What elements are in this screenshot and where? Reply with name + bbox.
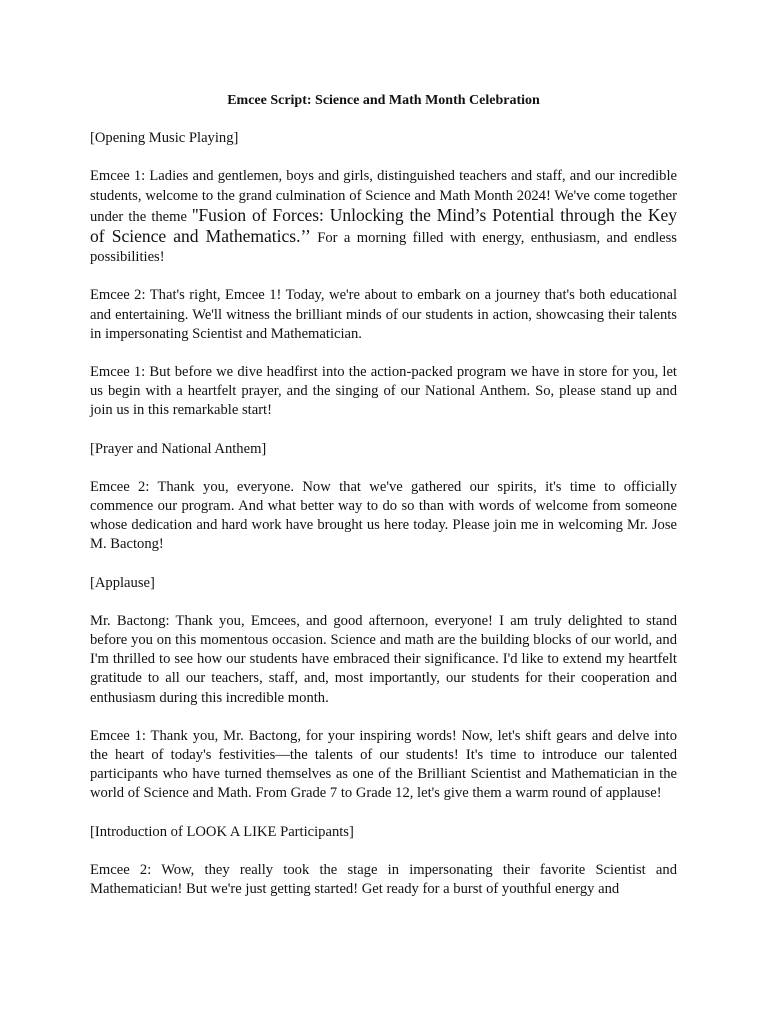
paragraph-emcee2-welcome-speaker: Emcee 2: Thank you, everyone. Now that we've gathered our spirits, it's time to officially commence our program. And what better way to do so than with words of welcome from someone whose dedication and hard work have brought us here today. Please join me in welcoming Mr. Jose M. Bactong! bbox=[90, 478, 677, 553]
document-title: Emcee Script: Science and Math Month Celebration bbox=[227, 93, 540, 108]
stage-cue-applause: [Applause] bbox=[90, 574, 155, 591]
paragraph-emcee1-prayer: Emcee 1: But before we dive headfirst into the action-packed program we have in store for you, let us begin with a heartfelt prayer, and the singing of our National Anthem. So, please stand up and join us in this remarkable start! bbox=[90, 364, 677, 419]
paragraph-text: Emcee 1: Ladies and gentlemen, boys and girls, distinguished teachers and staff, and our incredible students, welcome to the grand culmination of Science and Math Month 2024! We've come together under the theme bbox=[90, 168, 677, 225]
paragraph-text: For a morning filled with energy, enthusiasm, and endless possibilities! bbox=[90, 230, 677, 266]
paragraph-emcee2-wow: Emcee 2: Wow, they really took the stage in impersonating their favorite Scientist and Mathematician! But we're just getting started! Get ready for a burst of youthful energy and bbox=[90, 861, 677, 898]
paragraph-emcee1-welcome bbox=[90, 167, 677, 267]
stage-cue-look-a-like: [Introduction of LOOK A LIKE Participants] bbox=[90, 823, 354, 840]
theme-text: ''Fusion of Forces: Unlocking the Mind’s Potential through the Key of Science and Mathematics.’’ bbox=[90, 204, 677, 247]
paragraph-emcee1-participants: Emcee 1: Thank you, Mr. Bactong, for your inspiring words! Now, let's shift gears and delve into the heart of today's festivities—the talents of our students! It's time to introduce our talented participants who have turned themselves as one of the Brilliant Scientist and Mathematician in the world of Science and Math. From Grade 7 to Grade 12, let's give them a warm round of applause! bbox=[90, 727, 677, 802]
document-page bbox=[90, 91, 677, 918]
paragraph-emcee2-journey: Emcee 2: That's right, Emcee 1! Today, we're about to embark on a journey that's both educational and entertaining. We'll witness the brilliant minds of our students in action, showcasing their talents in impersonating Scientist and Mathematician. bbox=[90, 287, 677, 342]
stage-cue-opening-music: [Opening Music Playing] bbox=[90, 130, 239, 147]
stage-cue-prayer-anthem: [Prayer and National Anthem] bbox=[90, 440, 267, 457]
paragraph-bactong-speech: Mr. Bactong: Thank you, Emcees, and good afternoon, everyone! I am truly delighted to stand before you on this momentous occasion. Science and math are the building blocks of our world, and I'm thrilled to see how our students have embraced their significance. I'd like to extend my heartfelt gratitude to all our teachers, staff, and, most importantly, our students for their cooperation and enthusiasm during this incredible month. bbox=[90, 612, 677, 706]
